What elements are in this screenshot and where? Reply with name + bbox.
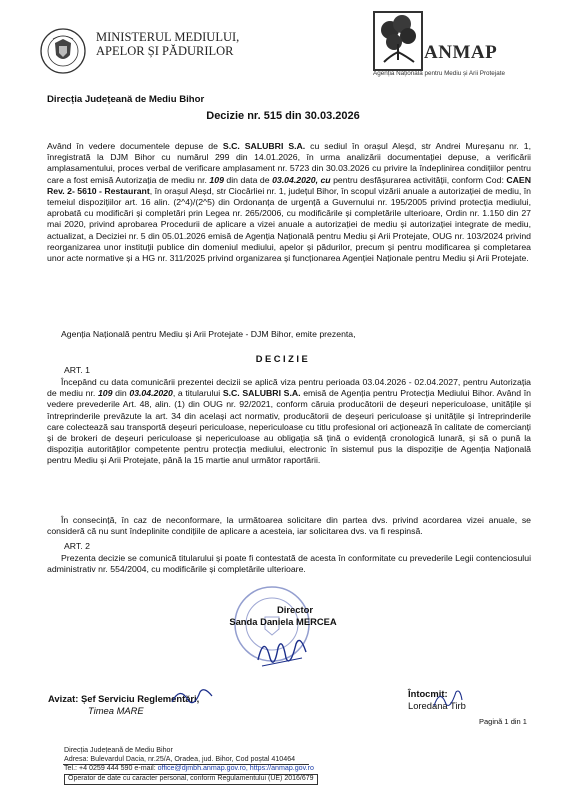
authorization-date: 03.04.2020 xyxy=(272,174,316,185)
prepared-by-label: Întocmit: xyxy=(408,688,448,699)
paragraph-issuer: Agenția Națională pentru Mediu și Arii Protejate - DJM Bihor, emite prezenta, xyxy=(61,329,356,339)
issuing-office: Direcția Județeană de Mediu Bihor xyxy=(47,94,205,105)
footer-website-link[interactable]: , https://anmap.gov.ro xyxy=(245,763,314,772)
handwritten-signature xyxy=(252,628,312,674)
page-number: Pagină 1 din 1 xyxy=(479,717,527,726)
approver-name: Timea MARE xyxy=(88,705,144,716)
gdpr-notice: Operator de date cu caracter personal, conform Regulamentului (UE) 2016/679 xyxy=(64,774,318,785)
footer xyxy=(64,746,318,785)
footer-contact: Tel.: +4 0259 444 590 e-mail: office@djmbh.anmap.gov.ro, https://anmap.gov.ro xyxy=(64,763,314,772)
approver-signature xyxy=(168,684,216,710)
paragraph-article-2: Prezenta decizie se comunică titularului și poate fi contestată de acesta în conformitate cu prevederile Legii contenciosului administrativ nr. 554/2004, cu modificările și completările ulterioare. xyxy=(47,553,531,575)
approval-label: Avizat: Șef Serviciu Reglementări, xyxy=(48,693,200,704)
paragraph-considerations: Având în vedere documentele depuse de S.C. SALUBRI S.A. cu sediul în orașul Aleșd, str Andrei Mureșanu nr. 1, înregistrată la DJM Bihor cu numărul 299 din 14.01.2026, în urma analizării documentației depuse, a verificării amplasamentului, proces verbal de verificare amplasament nr. 5723 din 30.03.2026 cu privire la îndeplinirea condițiilor pentru care a fost emisă Autorizația de mediu nr. 109 din data de 03.04.2020, cu pentru desfășurarea activității, conform Cod: CAEN Rev. 2- 5610 - Restaurant, în orașul Aleșd, str Ciocârliei nr. 1, județul Bihor, în scopul vizării anuale a autorizației de mediu, în temeiul dispozițiilor art. 16 alin. (2^4)/(2^5) din Ordonanța de urgență a Guvernului nr. 195/2005 privind protecția mediului, aprobată cu modificări și completări prin Legea nr. 265/2006, cu modificările și completările ulterioare, Ordin nr. 1.150 din 27 mai 2020, privind aprobarea Procedurii de aplicare a vizei anuale a autorizației de mediu și autorizației integrate de mediu, actualizat, a Deciziei nr. 5 din 05.01.2026 emisă de Agenția Națională pentru Mediu și Arii Protejate, OUG nr. 103/2024 privind reorganizarea unor instituții publice din domeniul mediului, apelor și pădurilor, precum și pentru modificarea și completarea unor acte normative și a HG nr. 311/2025 privind organizarea și funcționarea Agenției Naționale pentru Mediu și Arii Protejate. xyxy=(47,141,531,264)
preparer-signature xyxy=(430,686,466,710)
footer-email-link[interactable]: office@djmbh.anmap.gov.ro xyxy=(157,763,246,772)
agency-full-name: Agenția Națională pentru Mediu și Arii Protejate xyxy=(373,70,505,77)
footer-office: Direcția Județeană de Mediu Bihor xyxy=(64,746,173,754)
paragraph-nonconformity: În consecință, în caz de neconformare, la următoarea solicitare din partea dvs. privind acordarea vizei anuale, se consideră că nu sunt îndeplinite condițiile de aplicare a acesteia, iar solicitarea dvs. va fi respinsă. xyxy=(47,515,531,537)
director-name: Sanda Daniela MERCEA xyxy=(229,615,337,627)
director-block xyxy=(0,604,566,627)
decision-heading: DECIZIE xyxy=(255,353,311,364)
authorization-number: 109 xyxy=(209,174,224,185)
company-name: S.C. SALUBRI S.A. xyxy=(222,141,306,151)
paragraph-article-1: Începând cu data comunicării prezentei decizii se aplică viza pentru perioada 03.04.2026 - 02.04.2027, pentru Autorizația de mediu nr. 109 din 03.04.2020, a titularului S.C. SALUBRI S.A. emisă de Agenția pentru Protecția Mediului Bihor. Având în vedere prevederile Art. 48, alin. (1) din OUG nr. 92/2021, conform căruia producătorii de deșeuri nepericuloase, unitățile și întreprinderile prevăzute la art. 34 din același act normativ, producătorii de deșeuri periculoase și unitățile și întreprinderile care colectează sau transportă deșeuri periculoase, nepericuloase cu titlu profesional ori acționează în calitate de comercianți și de brokeri de deșeuri periculoase și nepericuloase au obligația să țină o evidență cronologică lunară, și să o pună la dispoziția autorităților competente pentru protecția mediului, electronic în sistemul pus la dispoziție de Agenția Națională pentru Mediu și Arii Protejate, până la 15 martie anul următor raportării. xyxy=(47,377,531,466)
director-role: Director xyxy=(277,604,313,615)
caen-code: CAEN Rev. 2- 5610 - Restaurant xyxy=(47,174,531,196)
article-2-label: ART. 2 xyxy=(64,541,90,551)
ministry-name: MINISTERUL MEDIULUI, APELOR ȘI PĂDURILOR xyxy=(96,30,240,58)
decision-title: Decizie nr. 515 din 30.03.2026 xyxy=(206,110,360,122)
article-1-label: ART. 1 xyxy=(64,365,90,375)
agency-acronym: ANMAP xyxy=(424,42,498,63)
prepared-by-name: Loredana Tirb xyxy=(408,700,466,711)
romanian-government-crest xyxy=(40,24,86,78)
footer-address: Adresa: Bulevardul Dacia, nr.25/A, Oradea, jud. Bihor, Cod poștal 410464 xyxy=(64,754,296,763)
